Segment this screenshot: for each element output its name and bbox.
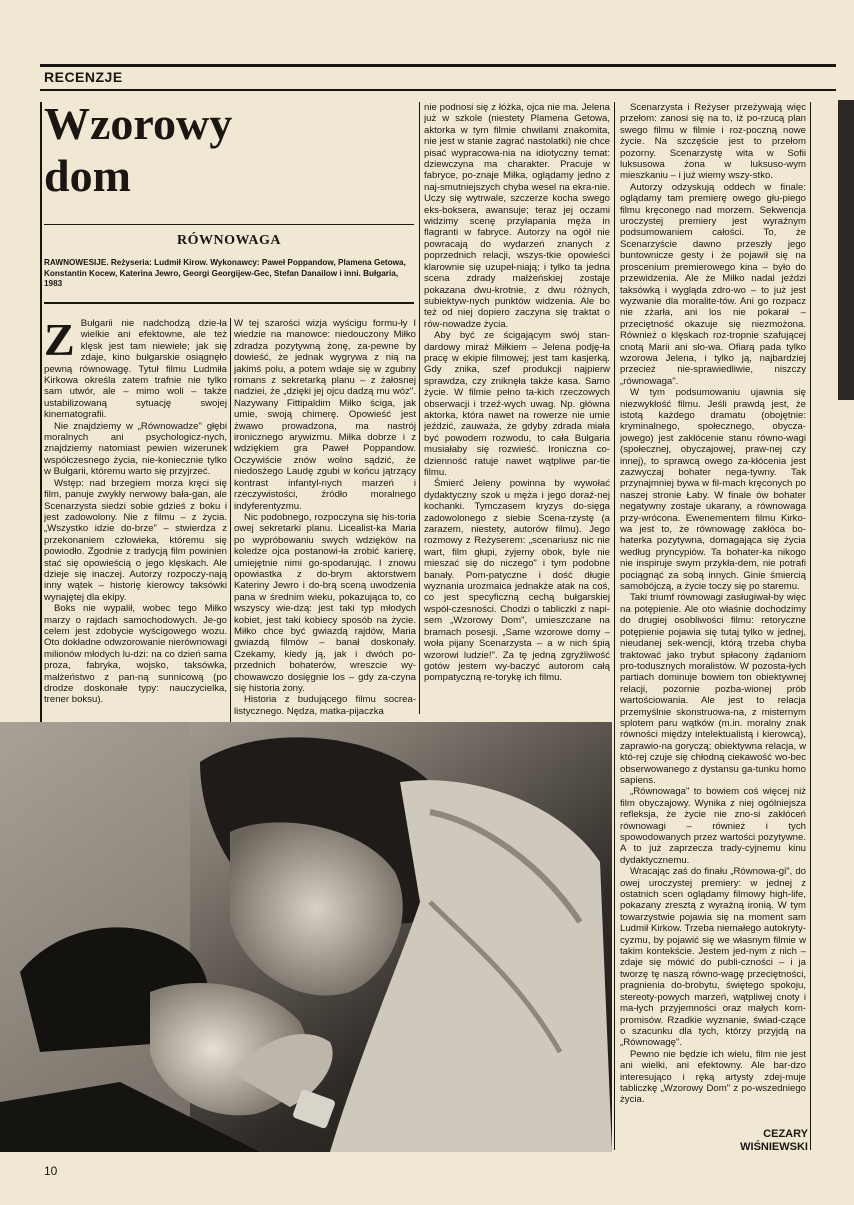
paragraph: Wstęp: nad brzegiem morza kręci się film, panuje zwykły nerwowy bała-gan, ale Scenarzysta siedzi sobie gdzieś z boku i jest zadowolony. Nie z filmu – z życia. „Wszystko idzie do-brze" – stwierdza z przekonaniem człowieka, któremu się powiodło. Zgodnie z tradycją film powinien stać się opowieścią o jego klęskach. Ale dzieje się inaczej. Autorzy rozpoczy-nają inny wątek – historię kierowcy taksówki wynajętej dla ekipy. — [44, 477, 227, 603]
film-title: RÓWNOWAGA — [44, 224, 414, 249]
paragraph: Taki triumf równowagi zasługiwał-by więc na potępienie. Ale oto właśnie dochodzimy do drugiej osobliwości filmu: retoryczne potępienie pojawia się tutaj tylko w jednej, nieudanej sek-wencji, którą trzeba chyba traktować jako trybut spłacony żądaniom pro-todusznych moralistów. W pozosta-łych partiach dominuje bowiem ton obiektywnej relacji, pozornie pozba-wionej prób wartościowania. Ale jest to relacja przemyślnie skonstruowa-na, z misternym splotem paru wątków (m.in. moralny znak równości między intelektualistą i kierowcą), zaprawio-na goryczą; obiektywna relacja, w któ-rej czuje się chłodną ciekawość wo-bec obserwowanego z dystansu ga-tunku homo sapiens. — [620, 592, 806, 786]
credits-divider — [44, 302, 414, 304]
film-still-photo — [0, 722, 612, 1152]
paragraph: Śmierć Jeleny powinna by wywołać dydaktyczny szok u męża i jego doraź-nej kochanki. Tymczasem kryzys do-sięga zadowolonego z siebie Scena-rzystę (a zarazem, niestety, autorów filmu). Jego rozmowy z Reżyserem: „scenariusz nic nie wart, film głupi, żyjemy obok, byle nie mieszać się do niczego" i tym podobne banały. Pom-patyczne i dość długie wyznania urozmaica jednakże atak na coś, co jest specyficzną cechą bułgarskiej współ-czesności. Chodzi o tabliczki z napi-sem „Wzorowy Dom", umieszczane na bramach posesji. „Same wzorowe domy – woła pijany Scenarzysta – a w nich śpią wzorowi ludzie!". Za tę jedną zgryźliwość gotów jestem wy-baczyć autorom całą pompatyczną re-torykę ich filmu. — [424, 478, 610, 684]
title-line-1: Wzorowy — [44, 98, 233, 149]
paragraph: Pewno nie będzie ich wielu, film nie jest ani wielki, ani efektowny. Ale bar-dzo interesująco i ręką artysty zdej-muje tabliczkę „Wzorowy Dom" z po-wszedniego życia. — [620, 1048, 806, 1106]
film-credits: RAWNOWESIJE. Reżyseria: Ludmił Kirow. Wykonawcy: Paweł Poppandow, Plamena Getowa, Konstantin Kocew, Katerina Jewro, Georgi Georgijew-Gec, Stefan Danailow i inni. Bułgaria, 1983 — [44, 258, 406, 288]
paragraph: Bułgarii nie nadchodzą dzie-ła wielkie ani efektowne, ale też klęsk jest tam niewiele; jak się zdaje, kino bułgarskie osiągnęło pewną równowagę. Tytuł filmu Ludmiła Kirkowa określa zatem trafnie nie tylko sam utwór, ale – mimo woli – także ustabilizowaną sytuację swojej kinematografii. — [44, 318, 227, 421]
column-divider — [230, 318, 231, 722]
paragraph: Historia z budującego filmu socrea-listycznego. Nędza, matka-pijaczka — [234, 694, 416, 717]
paragraph: W tym podsumowaniu ujawnia się niezwykłość filmu. Jeśli prawdą jest, że istotą każdego dramatu (obojętnie: kryminalnego, społecznego, obycza-jowego) jest zakłócenie stanu równo-wagi (społecznej, obyczajowej, praw-nej czy innej), to sprawcą owego za-kłócenia jest zazwyczaj bohater nega-tywny. Tak przynajmniej bywa w fil-mach kręconych po naszej stronie Łaby. W finale ów bohater negatywny zostaje ukarany, a równowaga przy-wrócona. Ewenementem filmu Kirko-wa jest to, że równowagę zakłóca bo-haterka pozytywna, domagająca się życia według pryncypiów. Ta bohater-ka nikogo nie inspiruje swym przykła-dem, nie potrafi pociągnąć za sobą innych. Ginie śmiercią samobójczą, a życie toczy się po staremu. — [620, 387, 806, 593]
section-label: RECENZJE — [44, 69, 123, 85]
paragraph: nie podnosi się z łóżka, ojca nie ma. Jelena już w szkole (niestety Plamena Getowa, aktorka w tym filmie chwilami znakomita, nie jest w stanie zagrać nastolatki) nie chce pisać wypracowa-nia na idiotyczny temat: dziewczyna ma charakter. Pracuje w fabryce, po-znaje Miłka, oglądamy jedno z naj-smutniejszych chyba wesel na ekra-nie. Uczy się wytrwale, szczerze kocha swego eks-boksera, awansuje; teraz jej oczami widzimy scenę przyłapania męża in flagranti w fabryce. Autorzy na ogół nie powracają do wydarzeń znanych z poprzednich relacji, wszys-tkie opowieści klarownie się uzupeł-niają; i tylko ta jedna scena zdrady małżeńskiej zostaje pokazana dwu-krotnie, z dwu różnych, subiektyw-nych punktów widzenia. Ale bo też od niej dopiero zaczyna się traktat o rów-nowadze życia. — [424, 102, 610, 330]
text-column-4 — [620, 102, 806, 1150]
paragraph: Wracając zaś do finału „Równowa-gi", do owej uroczystej premiery: w jednej z ostatnich scen oglądamy filmowy high-life, pokazany zresztą z wyraźną ironią. W tym towarzystwie pojawia się na moment sam Ludmił Kirkow. Trzeba niemałego autokryty-cyzmu, by pojawić się we własnym filmie w takim kontekście. Jestem jed-nym z nich – zdaje się mówić do publi-czności – i ja tworzę tę naszą równo-wagę przeciętności, pragnienia do-brobytu, świętego spokoju, stereoty-powych marzeń, wątpliwej cnoty i ma-łych przyjemności oraz małych kom-promisów. Rzadkie wyznanie, świad-czące o szacunku dla tych, którzy przyjdą na „Równowagę". — [620, 866, 806, 1049]
paragraph: „Równowaga" to bowiem coś więcej niż film obyczajowy. Wynika z niej ogólniejsza refleksja, że życie nie zno-si zakłóceń równowagi – również i tych spowodowanych przez wartości pozytywne. A to już zaprzecza trady-cyjnemu kinu dydaktycznemu. — [620, 786, 806, 866]
drop-cap: Z — [44, 318, 75, 365]
right-vertical-rule — [810, 102, 811, 1150]
article-title — [44, 98, 414, 202]
column-divider — [419, 102, 420, 714]
paragraph: Nic podobnego, rozpoczyna się his-toria owej sekretarki planu. Licealist-ka Maria po wypróbowaniu swych wdzięków na koledze ojca postanowi-ła zrobić karierę, umiejętnie nimi go-spodarując. I znowu opowiastka z do-brym aktorstwem Kateriny Jewro i do-brą sceną uwodzenia pana w średnim wieku, pokazująca to, co wszyscy wie-dzą: jest taki typ młodych kobiet, jest taki kobiecy sposób na życie. Miłko chce być gwiazdą rajdów, Maria gwiazdą filmów – banał doskonały. Czekamy, kiedy ją, jak i dwóch po-przednich bohaterów, wreszcie wy-chowawczo dosięgnie los – gdy za-czyna się historia żony. — [234, 511, 416, 694]
paragraph: W tej szarości wizja wyścigu formu-ły I wiedzie na manowce: niedouczony Miłko zdradza pozytywną żonę, za-pewne by dowieść, że jednak wygrywa z nią na jakimś polu, a potem wdaje się w zgubny romans z sekretarką planu – z żałosnej nadziei, że „dzięki jej ojcu dadzą mu wóz". Nazywany Fittipaldim Miłko ściga, jak umie, swoją chimerę. Opowieść jest żwawo prowadzona, ma nastrój ironicznego arywizmu. Miłka dobrze i z wdziękiem gra Paweł Poppandow. Oczywiście znów wolno sądzić, że niedosżego Laudę zgubi w końcu jątrzący kontrast infantyl-nych marzeń i rzeczywistości, źródło moralnego indyferentyzmu. — [234, 318, 416, 512]
paragraph: Boks nie wypalił, wobec tego Miłko marzy o rajdach samochodowych. Je-go celem jest zdobycie wyścigowego wozu. Oto dokładne odwzorowanie nierównowagi milionów młodych lu-dzi: na co dzień sama proza, fabryka, wojsko, taksówka, małżeństwo z pan-ną sunnicową (po drodze doskonałe typy: nauczycielka, trener boksu). — [44, 603, 227, 706]
author-last-name: WIŚNIEWSKI — [740, 1141, 808, 1153]
title-line-2: dom — [44, 150, 131, 201]
binding-edge — [838, 100, 854, 400]
column-divider — [614, 102, 615, 1150]
text-column-3 — [424, 102, 610, 714]
text-column-1 — [44, 318, 227, 722]
paragraph: Aby być ze ścigającym swój stan-dardowy miraż Miłkiem – Jelena podję-ła pracę w ekipie filmowej; jest tam kasjerką. Gdy znika, szef produkcji najpierw sprawdza, czy zniknęła także kasa. Samo życie. W filmie pełno ta-kich rzeczowych obserwacji i trzeź-wych uwag. Np. główna aktorka, która nawet na rowerze nie umie jeździć, zauważa, że gdyby zdrada miała być powodem rozwodu, to cała Bułgaria musiałaby się rozwieść. Ironiczna co-dzienność ratuje nawet wątpliwe par-tie filmu. — [424, 330, 610, 478]
text-column-2 — [234, 318, 416, 722]
author-signature — [716, 1128, 808, 1154]
author-first-name: CEZARY — [763, 1128, 808, 1140]
paragraph: Autorzy odzyskują oddech w finale: oglądamy tam premierę owego głu-piego filmu kręconego nad morzem. Sekwencja uroczystej premiery jest wyraźnym podsumowaniem całości. To, że Scenarzyście dawno przeszły jego buntownicze gesty i że pojawił się na proscenium premierowego kina – było do przewidzenia. Ale że Miłko nadal jeździ taksówką i wygląda zdro-wo – to już jest wyzwanie dla moralite-tów. Ani go rozpacz nie zżarła, ani los nie pokarał – przeciętność okazuje się niezmożona. Również o klęskach roz-tropnie szafującej cnotą Marii ani sło-wa. Ofiarą pada tylko wzorowa Jelena, i tylko ją, najbardziej przecież nie-sprawiedliwie, niszczy „równowaga". — [620, 181, 806, 387]
paragraph: Nie znajdziemy w „Równowadze" głębi moralnych ani psychologicz-nych, znajdziemy natomiast pewien wizerunek współczesnego życia, nie-koniecznie tylko w Bułgarii, któremu warto się przyjrzeć. — [44, 420, 227, 478]
paragraph: Scenarzysta i Reżyser przeżywają więc przełom: zanosi się na to, iż po-rzucą plan swego filmu w filmie i roz-poczną nowe życie. Na szczęście jest to przełom pozorny. Scenarzystę wita w Sofii luksusowa żona w luksuso-wym mieszkaniu – i już wiemy wszy-stko. — [620, 102, 806, 182]
section-header — [40, 64, 836, 91]
film-still-illustration — [0, 722, 612, 1152]
left-vertical-rule — [40, 102, 42, 722]
page-number: 10 — [44, 1164, 58, 1178]
